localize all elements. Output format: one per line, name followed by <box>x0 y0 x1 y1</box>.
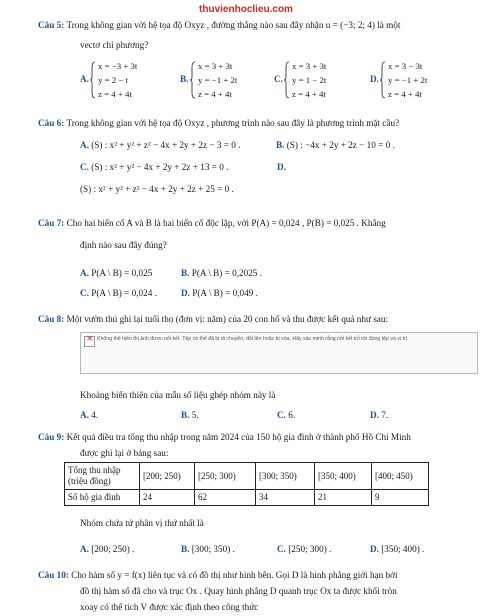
q6-option-d <box>277 162 286 173</box>
q7-d-letter: D. <box>181 288 190 298</box>
q7-option-d <box>181 288 258 299</box>
q5-b-eq1: x = 3 + 3t <box>198 61 233 71</box>
q6-c-text: (S) : x² + y² − 4x + 2y + 2z + 13 = 0 . <box>91 162 229 172</box>
q8-option-b <box>181 410 199 421</box>
q9-option-a <box>80 544 134 555</box>
q7-a-text: P(A \ B) = 0,025 <box>91 268 153 278</box>
q5-option-c-letter: C. <box>274 74 283 84</box>
q5-option-d <box>370 60 470 102</box>
q6-b-letter: B. <box>276 140 285 150</box>
broken-image-icon <box>84 336 95 347</box>
table-cell: [350; 400) <box>315 463 372 490</box>
q6-a-text: (S) : x² + y² + z² − 4x + 2y + 2z − 3 = 0 . <box>91 140 241 150</box>
q5-option-b-letter: B. <box>180 74 189 84</box>
q5-a-eq1: x = −3 + 3t <box>98 61 138 71</box>
q5-text: Trong không gian với hệ tọa độ Oxyz , đường thẳng nào sau đây nhận u = (−3; 2; 4) là một <box>66 20 401 30</box>
table-cell: [300; 350) <box>256 463 315 490</box>
broken-image-text: Không thể hiển thị ảnh được nối kết. Tệp có thể đã bị di chuyển, đổi tên hoặc bị xóa. Hãy xác minh rằng nối kết trỏ tới đúng tệp và vị trí. <box>97 336 409 342</box>
q5-a-eq3: z = 4 + 4t <box>98 89 132 99</box>
q8-b-letter: B. <box>181 410 190 420</box>
q8-d-text: 7. <box>381 410 389 420</box>
q9-a-text: [200; 250) . <box>91 544 135 554</box>
q7-label: Câu 7: <box>38 218 65 228</box>
q5-option-b <box>180 60 270 102</box>
table-cell: 9 <box>372 490 429 506</box>
q7-c-letter: C. <box>80 288 89 298</box>
table-row <box>65 463 429 490</box>
q9-line1 <box>38 432 411 443</box>
q5-line1 <box>38 20 400 31</box>
q7-a-letter: A. <box>80 268 89 278</box>
q5-label: Câu 5: <box>38 20 65 30</box>
table-cell: [200; 250) <box>140 463 195 490</box>
q5-b-eq3: z = 4 + 4t <box>198 89 232 99</box>
q5-a-eq2: y = 2 − t <box>98 75 128 85</box>
q9-d-text: [350; 400) . <box>381 544 425 554</box>
q6-line1 <box>38 118 399 129</box>
q7-option-a <box>80 268 152 279</box>
q8-option-a <box>80 410 98 421</box>
q9-c-text: [250; 300) . <box>288 544 332 554</box>
q8-option-c <box>277 410 295 421</box>
q8-question: Khoảng biến thiên của mẫu số liệu ghép nhóm này là <box>80 390 276 400</box>
q5-text2: vectơ chỉ phương? <box>80 40 149 50</box>
brace-icon <box>380 61 386 99</box>
q10-line3: xoay có thể tích V được xác định theo công thức <box>80 602 259 612</box>
q5-b-eq2: y = −1 + 2t <box>198 75 238 85</box>
q6-text: Trong không gian với hệ tọa độ Oxyz , phương trình nào sau đây là phương trình mặt cầu? <box>66 118 400 128</box>
q8-a-text: 4. <box>91 410 99 420</box>
q7-b-letter: B. <box>181 268 190 278</box>
q5-d-eq2: y = −1 + 2t <box>388 75 428 85</box>
q6-a-letter: A. <box>80 140 89 150</box>
watermark: thuvienhoclieu.com <box>199 4 293 15</box>
brace-icon <box>190 61 196 99</box>
q9-label: Câu 9: <box>38 432 65 442</box>
q8-d-letter: D. <box>370 410 379 420</box>
table-row <box>65 490 429 506</box>
broken-image-placeholder <box>80 332 478 374</box>
q8-line1 <box>38 314 388 325</box>
q5-c-eq1: x = 3 + 3t <box>292 61 327 71</box>
q6-option-c <box>80 162 228 173</box>
q7-line1 <box>38 218 386 229</box>
table-cell: 24 <box>140 490 195 506</box>
q9-option-c <box>277 544 331 555</box>
q7-option-b <box>181 268 262 279</box>
q8-text: Một vườn thú ghi lại tuổi thọ (đơn vị: năm) của 20 con hổ và thu được kết quả như sau: <box>66 314 389 324</box>
table-cell: 21 <box>315 490 372 506</box>
q9-b-text: [300; 350) . <box>191 544 235 554</box>
q9-text: Kết quả điều tra tổng thu nhập trong năm 2024 của 150 hộ gia đình ở thành phố Hồ Chí Minh <box>66 432 411 442</box>
table-cell: 62 <box>195 490 256 506</box>
table-cell: 34 <box>256 490 315 506</box>
header-line1: Tổng thu nhập <box>68 465 121 475</box>
q8-option-d <box>370 410 388 421</box>
q9-c-letter: C. <box>277 544 286 554</box>
q8-b-text: 5. <box>191 410 199 420</box>
table-cell: [400; 450) <box>372 463 429 490</box>
q5-option-a <box>80 60 170 102</box>
q7-c-text: P(A \ B) = 0,024 . <box>91 288 157 298</box>
q9-question: Nhóm chứa tứ phân vị thứ nhất là <box>80 518 204 528</box>
income-table <box>64 462 429 506</box>
q6-c-letter: C. <box>80 162 89 172</box>
q5-c-eq3: z = 4 + 4t <box>292 89 326 99</box>
q6-d-letter: D. <box>277 162 286 172</box>
brace-icon <box>284 61 290 99</box>
q8-label: Câu 8: <box>38 314 65 324</box>
q6-option-b <box>276 140 395 151</box>
q10-label: Câu 10: <box>38 570 69 580</box>
brace-icon <box>90 61 96 99</box>
q9-b-letter: B. <box>181 544 190 554</box>
q5-d-eq3: z = 4 + 4t <box>388 89 422 99</box>
table-header-cell <box>65 463 140 490</box>
q5-d-eq1: x = 3 − 3t <box>388 61 423 71</box>
q9-option-b <box>181 544 235 555</box>
q5-c-eq2: y = 1 − 2t <box>292 75 327 85</box>
q9-a-letter: A. <box>80 544 89 554</box>
q9-option-d <box>370 544 424 555</box>
q10-line1 <box>38 570 398 581</box>
q9-text2: được ghi lại ở bảng sau: <box>80 448 169 458</box>
q5-option-d-letter: D. <box>370 74 379 84</box>
q7-text2: định nào sau đây đúng? <box>80 240 167 250</box>
q5-option-c <box>274 60 364 102</box>
q8-c-letter: C. <box>277 410 286 420</box>
q6-label: Câu 6: <box>38 118 65 128</box>
q7-d-text: P(A \ B) = 0,049 . <box>192 288 258 298</box>
q8-a-letter: A. <box>80 410 89 420</box>
q6-b-text: (S) : −4x + 2y + 2z − 10 = 0 . <box>286 140 395 150</box>
q6-option-d-text: (S) : x² + y² + z² − 4x + 2y + 2z + 25 = 0 . <box>80 184 234 194</box>
q7-b-text: P(A \ B) = 0,2025 . <box>191 268 262 278</box>
q9-d-letter: D. <box>370 544 379 554</box>
q10-line2: đồ thị hàm số đã cho và trục Ox . Quay hình phẳng D quanh trục Ox ta được khối tròn <box>80 586 397 596</box>
q7-option-c <box>80 288 157 299</box>
table-header-cell: Số hộ gia đình <box>65 490 140 506</box>
header-line2: (triệu đồng) <box>68 476 111 486</box>
q7-text: Cho hai biến cố A và B là hai biến cố độc lập, với P(A) = 0,024 , P(B) = 0,025 . Khẳng <box>66 218 386 228</box>
table-cell: [250; 300) <box>195 463 256 490</box>
q5-option-a-letter: A. <box>80 74 89 84</box>
q10-text: Cho hàm số y = f(x) liên tục và có đồ thị như hình bên. Gọi D là hình phẳng giới hạn bởi <box>71 570 398 580</box>
q6-option-a <box>80 140 240 151</box>
q8-c-text: 6. <box>288 410 296 420</box>
